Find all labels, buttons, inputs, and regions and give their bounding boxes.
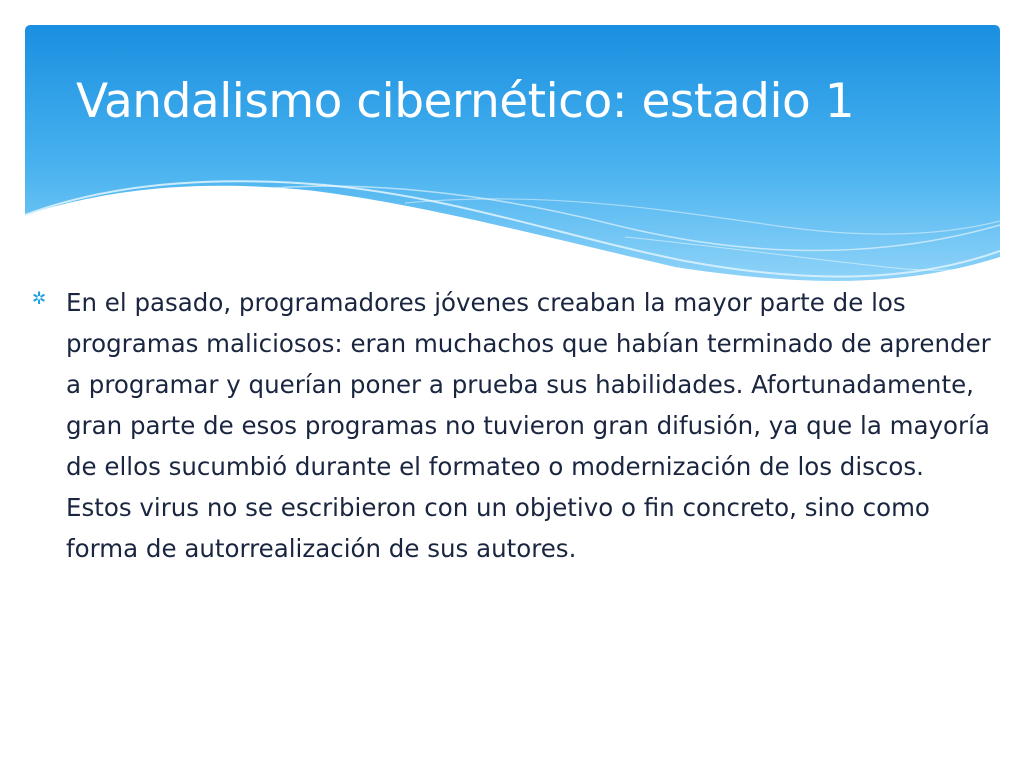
bullet-text: En el pasado, programadores jóvenes creaban la mayor parte de los programas maliciosos: eran muchachos que habían terminado de aprender a programar y querían poner a prueba sus habilidades. Afortunadamente, gran parte de esos programas no tuvieron gran difusión, ya que la mayoría de ellos sucumbió durante el formateo o modernización de los discos. Estos virus no se escribieron con un objetivo o fin concreto, sino como forma de autorrealización de sus autores. <box>66 288 991 563</box>
bullet-list <box>32 282 992 569</box>
asterisk-bullet-icon: ✲ <box>32 289 47 309</box>
slide-title: Vandalismo cibernético: estadio 1 <box>76 74 855 129</box>
bullet-item <box>32 282 992 569</box>
